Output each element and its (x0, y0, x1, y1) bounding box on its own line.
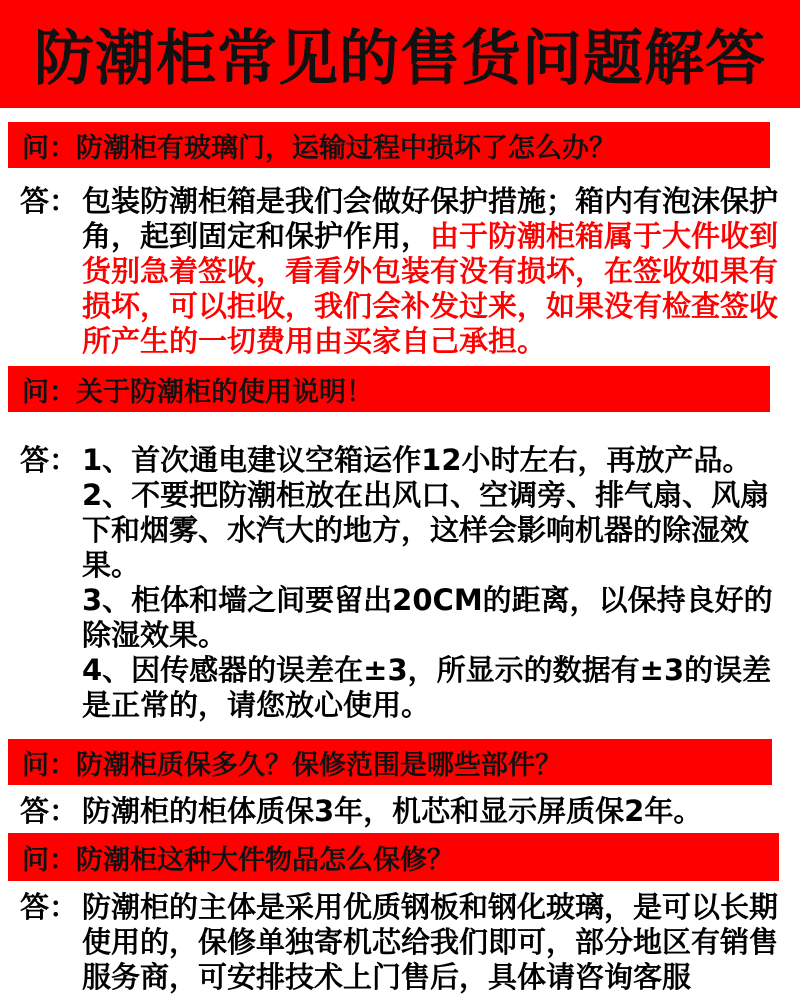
answer-label-3: 答： (20, 794, 79, 828)
usage-item-3: 3、柜体和墙之间要留出20CM的距离，以保持良好的除湿效果。 (82, 583, 773, 652)
answer-text-4: 防潮柜的主体是采用优质钢板和钢化玻璃，是可以长期使用的，保修单独寄机芯给我们即可，部分地区有销售服务商，可安排技术上门售后，具体请咨询客服 (82, 890, 779, 994)
answer-text-3: 防潮柜的柜体质保3年，机芯和显示屏质保2年。 (82, 794, 703, 828)
question-bar-4 (8, 833, 779, 881)
page-title: 防潮柜常见的售货问题解答 (34, 24, 766, 94)
usage-item-2: 2、不要把防潮柜放在出风口、空调旁、排气扇、风扇下和烟雾、水汽大的地方，这样会影响机器的除湿效果。 (82, 478, 770, 582)
answer-text-1-normal: 包装防潮柜箱是我们会做好保护措施；箱内有泡沫保护角，起到固定和保护作用， (82, 184, 779, 253)
title-banner (0, 0, 800, 108)
question-text-2: 问：关于防潮柜的使用说明！ (22, 376, 373, 408)
question-bar-1 (8, 122, 770, 168)
question-text-1: 问：防潮柜有玻璃门，运输过程中损坏了怎么办？ (22, 132, 616, 164)
usage-item-1: 1、首次通电建议空箱运作12小时左右，再放产品。 (82, 443, 752, 477)
question-text-3: 问：防潮柜质保多久？保修范围是哪些部件？ (22, 749, 562, 781)
answer-block-2 (20, 443, 792, 723)
answer-label-4: 答： (20, 890, 79, 924)
answer-label-2: 答： (20, 443, 79, 477)
question-bar-2 (8, 366, 770, 412)
question-text-4: 问：防潮柜这种大件物品怎么保修？ (22, 844, 454, 876)
answer-block-3 (20, 794, 792, 829)
answer-block-4 (20, 890, 792, 995)
answer-block-1 (20, 184, 792, 359)
answer-label-1: 答： (20, 184, 79, 218)
usage-item-4: 4、因传感器的误差在±3，所显示的数据有±3的误差是正常的，请您放心使用。 (82, 653, 772, 722)
answer-text-1 (82, 184, 792, 359)
answer-text-1-highlight: 由于防潮柜箱属于大件收到货别急着签收，看看外包装有没有损坏，在签收如果有损坏，可以拒收，我们会补发过来，如果没有检查签收所产生的一切费用由买家自己承担。 (82, 219, 779, 358)
usage-list (82, 443, 792, 723)
question-bar-3 (8, 739, 772, 785)
